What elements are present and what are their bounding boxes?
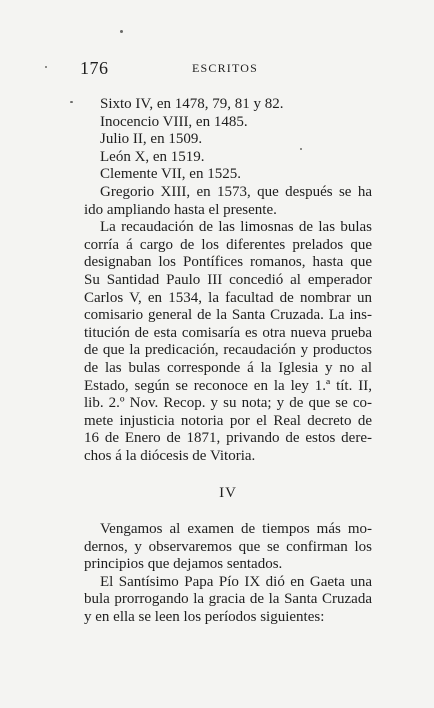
text-line: Vengamos al examen de tiempos más mo- <box>100 521 372 537</box>
section-heading: IV <box>219 485 237 501</box>
text-line: Julio II, en 1509. <box>100 131 203 148</box>
text-line: La recaudación de las limosnas de las bulas <box>100 219 372 236</box>
text-line: dernos, y observaremos que se confirman los <box>84 538 372 555</box>
text-line: 16 de Enero de 1871, privando de estos dere- <box>84 430 372 447</box>
page-header <box>80 58 370 80</box>
running-head: ESCRITOS <box>191 61 259 75</box>
text-line: El Santísimo Papa Pío IX dió en Gaeta una <box>100 573 372 590</box>
text-line: Clemente VII, en 1525. <box>100 166 241 183</box>
text-block-section-iv <box>84 521 372 627</box>
text-line: designaban los Pontífices romanos, hasta que <box>84 254 372 271</box>
text-line: comisario general de la Santa Cruzada. La ins- <box>84 307 372 324</box>
text-line: Sixto IV, en 1478, 79, 81 y 82. <box>100 96 284 112</box>
ink-speck <box>70 101 73 103</box>
text-line: mete injusticia notoria por el Real decreto de <box>84 412 372 429</box>
text-block-continuation <box>84 96 372 465</box>
page-number: 176 <box>80 58 109 78</box>
text-line: Su Santidad Paulo III concedió al emperador <box>84 271 372 288</box>
text-line: Carlos V, en 1534, la facultad de nombrar un <box>84 289 372 306</box>
text-line: principios que dejamos sentados. <box>84 556 283 573</box>
text-line: titución de esta comisaría es otra nueva prueba <box>84 324 372 341</box>
text-line: lib. 2.º Nov. Recop. y su nota; y de que se co- <box>84 395 372 412</box>
text-line: de que la predicación, recaudación y productos <box>84 342 372 359</box>
text-line: León X, en 1519. <box>100 148 205 165</box>
ink-speck <box>45 66 47 68</box>
ink-speck <box>120 30 123 33</box>
text-line: Estado, según se reconoce en la ley 1.ª tít. II, <box>84 377 372 394</box>
text-line: Inocencio VIII, en 1485. <box>100 113 248 130</box>
text-line: y en ella se leen los períodos siguientes: <box>84 608 325 625</box>
text-line: de las bulas corresponde á la Iglesia y no al <box>84 359 372 376</box>
text-line: corría á cargo de los diferentes prelados que <box>84 236 372 253</box>
text-line: chos á la diócesis de Vitoria. <box>84 447 256 464</box>
text-line: ido ampliando hasta el presente. <box>84 201 277 218</box>
text-line: Gregorio XIII, en 1573, que después se ha <box>100 183 372 200</box>
text-line: bula prorrogando la gracia de la Santa Cruzada <box>84 591 372 608</box>
